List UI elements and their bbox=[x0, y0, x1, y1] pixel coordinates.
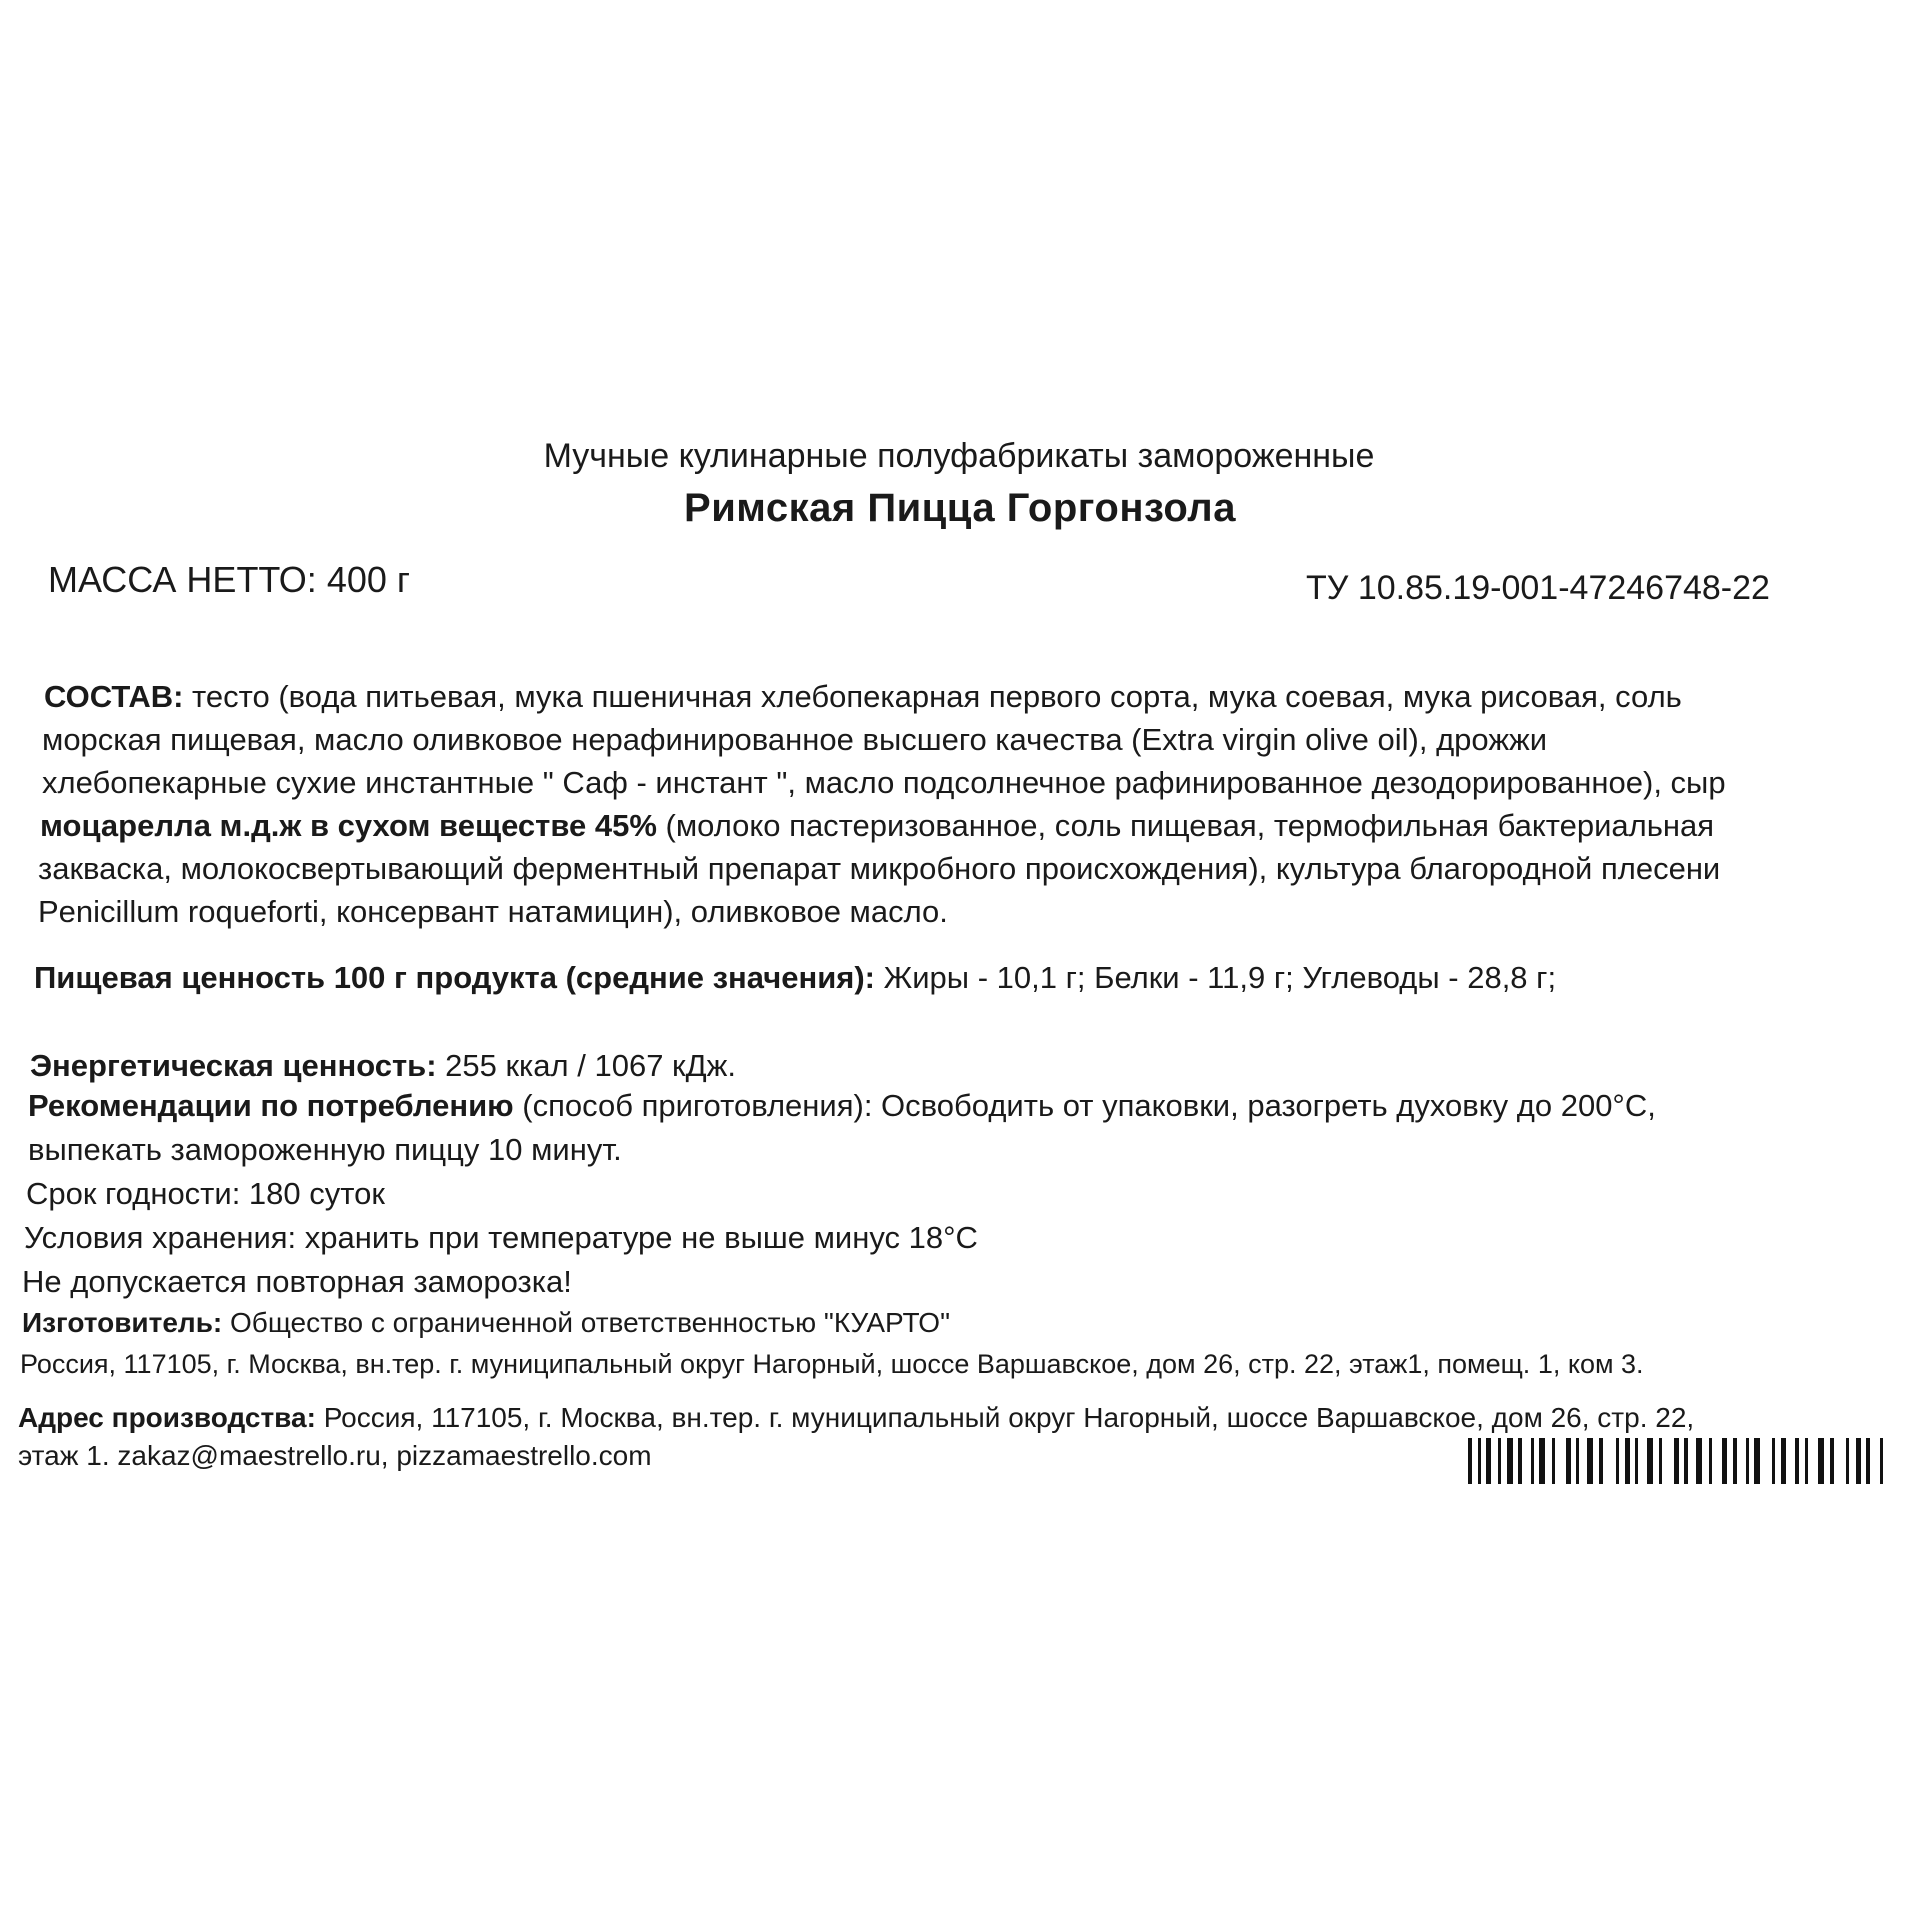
manufacturer-label: Изготовитель: bbox=[22, 1307, 223, 1338]
spec-code: ТУ 10.85.19-001-47246748-22 bbox=[1306, 569, 1770, 607]
production-address-label: Адрес производства: bbox=[18, 1402, 316, 1433]
storage-label: Условия хранения: bbox=[24, 1220, 297, 1255]
nutrition-label: Пищевая ценность 100 г продукта (средние значения): bbox=[34, 960, 875, 995]
composition-line-2: морская пищевая, масло оливковое нерафинированное высшего качества (Extra virgin olive oil), дрожжи bbox=[42, 722, 1548, 757]
net-weight bbox=[48, 560, 410, 600]
composition-text-1: тесто (вода питьевая, мука пшеничная хлебопекарная первого сорта, мука соевая, мука рисовая, соль bbox=[183, 679, 1682, 714]
shelf-life-value: 180 суток bbox=[240, 1176, 385, 1211]
composition-label: СОСТАВ: bbox=[44, 679, 184, 714]
net-weight-value: 400 г bbox=[316, 559, 411, 600]
composition-line-6: Penicillum roqueforti, консервант натамицин), оливковое масло. bbox=[38, 894, 948, 929]
product-category: Мучные кулинарные полуфабрикаты замороженные bbox=[543, 437, 1375, 475]
composition-line-1 bbox=[44, 677, 1682, 717]
shelf-life-label: Срок годности: bbox=[26, 1176, 241, 1211]
no-refreeze-warning: Не допускается повторная заморозка! bbox=[22, 1264, 572, 1299]
composition-text-4: (молоко пастеризованное, соль пищевая, термофильная бактериальная bbox=[656, 808, 1715, 843]
production-address-line-2: этаж 1. zakaz@maestrello.ru, pizzamaestrello.com bbox=[18, 1440, 652, 1471]
recommendations-text-1: (способ приготовления): Освободить от упаковки, разогреть духовку до 200°С, bbox=[513, 1088, 1656, 1123]
energy-value bbox=[30, 1046, 736, 1086]
recommendations-line-1 bbox=[28, 1086, 1656, 1126]
manufacturer-address: Россия, 117105, г. Москва, вн.тер. г. муниципальный округ Нагорный, шоссе Варшавское, дом 26, стр. 22, этаж1, помещ. 1, ком 3. bbox=[20, 1349, 1644, 1379]
nutrition-facts bbox=[34, 958, 1556, 998]
recommendations-line-2: выпекать замороженную пиццу 10 минут. bbox=[28, 1132, 622, 1167]
shelf-life bbox=[26, 1174, 385, 1214]
mozzarella-bold-text: моцарелла м.д.ж в сухом веществе 45% bbox=[40, 808, 657, 843]
energy-text: 255 ккал / 1067 кДж. bbox=[436, 1048, 736, 1083]
barcode bbox=[1468, 1438, 1908, 1484]
storage-value: хранить при температуре не выше минус 18°С bbox=[296, 1220, 978, 1255]
product-title: Римская Пицца Горгонзола bbox=[684, 486, 1236, 530]
composition-line-4 bbox=[40, 806, 1714, 846]
net-weight-label: МАССА НЕТТО: bbox=[48, 559, 317, 600]
nutrition-value: Жиры - 10,1 г; Белки - 11,9 г; Углеводы - 28,8 г; bbox=[875, 960, 1557, 995]
recommendations-label: Рекомендации по потреблению bbox=[28, 1088, 514, 1123]
composition-line-3: хлебопекарные сухие инстантные " Саф - инстант ", масло подсолнечное рафинированное дезодорированное), сыр bbox=[42, 765, 1726, 800]
storage-conditions bbox=[24, 1218, 978, 1258]
production-address-text-1: Россия, 117105, г. Москва, вн.тер. г. муниципальный округ Нагорный, шоссе Варшавское, дом 26, стр. 22, bbox=[315, 1402, 1695, 1433]
production-address-line-1 bbox=[18, 1398, 1694, 1438]
manufacturer bbox=[22, 1303, 950, 1343]
composition-line-5: закваска, молокосвертывающий ферментный препарат микробного происхождения), культура благородной плесени bbox=[38, 851, 1721, 886]
energy-label: Энергетическая ценность: bbox=[30, 1048, 437, 1083]
manufacturer-name: Общество с ограниченной ответственностью "КУАРТО" bbox=[222, 1307, 951, 1338]
